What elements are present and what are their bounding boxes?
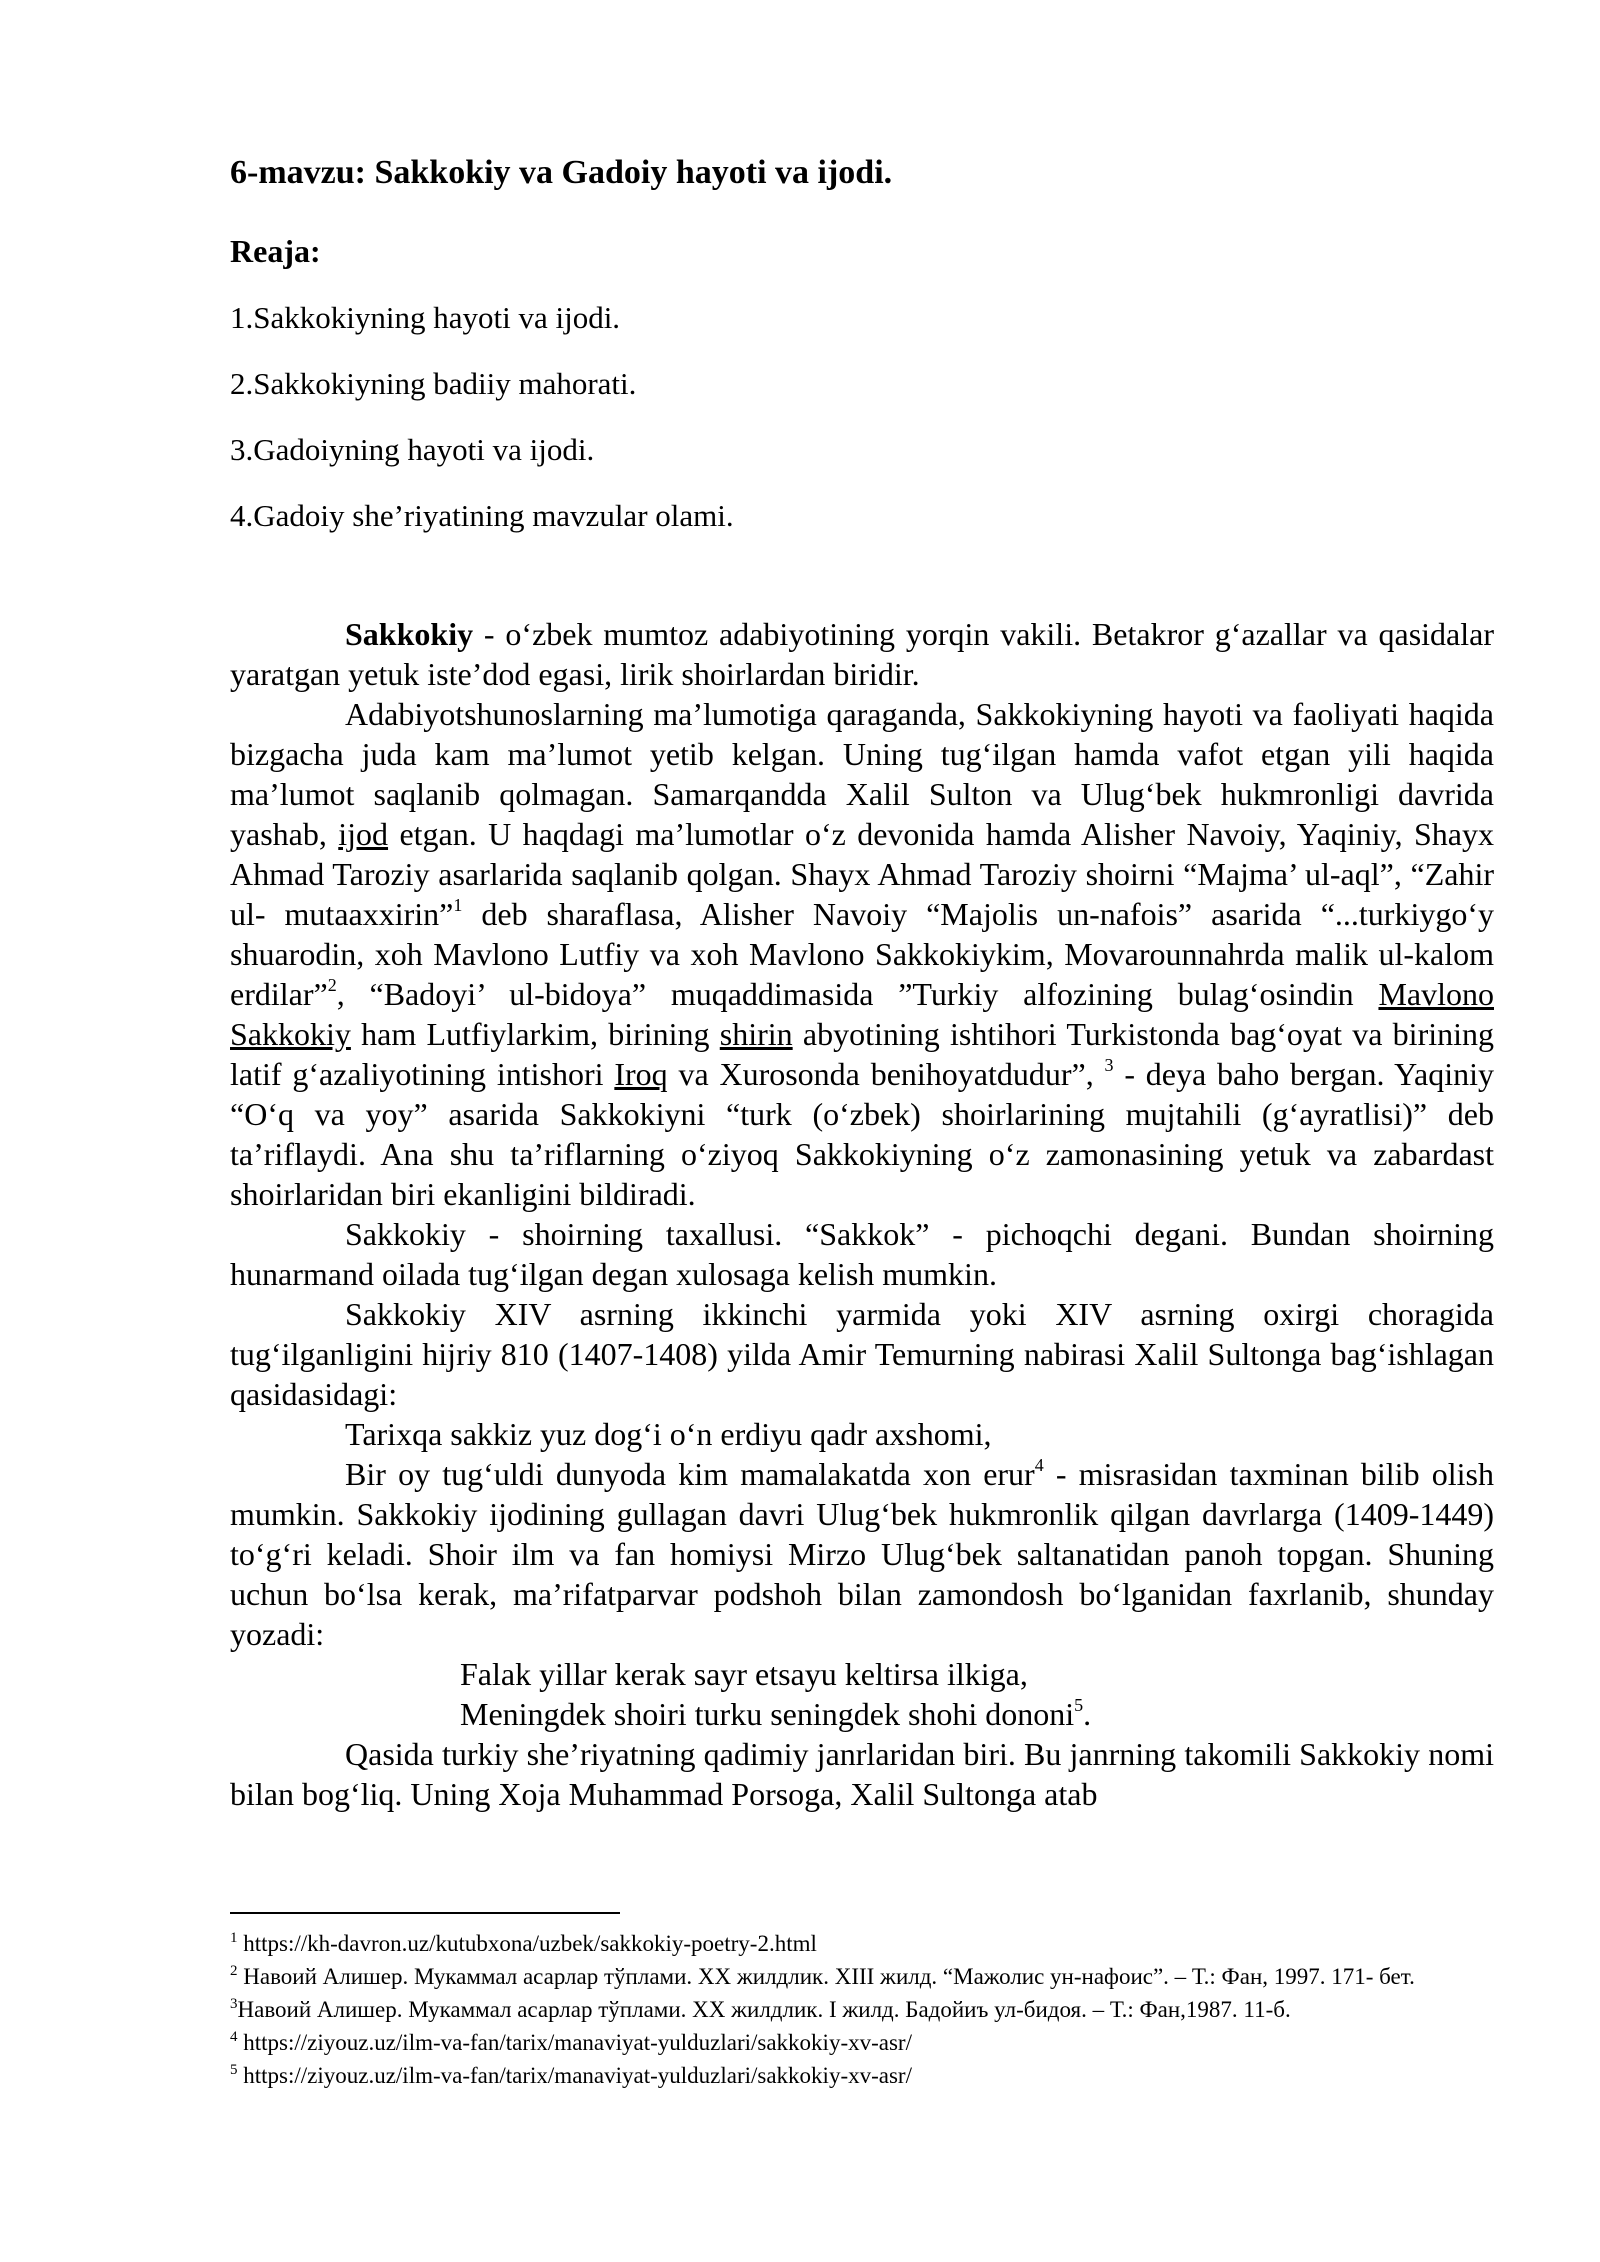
text-run: va Xurosonda benihoyatdudur”, — [667, 1056, 1105, 1092]
document-content — [230, 148, 1494, 1814]
footnote-ref[interactable]: 3 — [1104, 1055, 1114, 1075]
footnote-ref[interactable]: 5 — [1074, 1695, 1084, 1715]
footnote-number: 4 — [230, 2029, 238, 2045]
plan-item: 1.Sakkokiyning hayoti va ijodi. — [230, 300, 621, 335]
footnote — [230, 2027, 1494, 2058]
footnotes — [230, 1928, 1494, 2093]
footnote-text: https://ziyouz.uz/ilm-va-fan/tarix/manaviyat-yulduzlari/sakkokiy-xv-asr/ — [237, 2030, 912, 2055]
text-run: ham Lutfiylarkim, birining — [350, 1016, 720, 1052]
text-run: , “Badoyi’ ul-bidoya” muqaddimasida ”Turkiy alfozining bulag‘osindin — [336, 976, 1379, 1012]
text-run: deb sharaflasa, Alisher Navoiy “Majolis un-nafois” asarida “...turkiygo‘y shuarodin, xoh Mavlono Lutfiy va xoh Mavlono Sakkokiykim, Movarounnahrda malik ul-kalom erdilar” — [230, 896, 1495, 1012]
text-run: - o‘zbek mumtoz adabiyotining yorqin vakili. Betakror g‘azallar va qasidalar yaratgan yetuk iste’dod egasi, lirik shoirlardan biridir. — [230, 616, 1494, 692]
plan-item: 2.Sakkokiyning badiiy mahorati. — [230, 366, 637, 401]
verse-line — [230, 1694, 1494, 1734]
footnote — [230, 1961, 1494, 1992]
plan-item: 3.Gadoiyning hayoti va ijodi. — [230, 432, 595, 467]
underlined-word: ijod — [338, 816, 389, 852]
footnote-ref[interactable]: 4 — [1034, 1455, 1044, 1475]
footnote-text: https://kh-davron.uz/kutubxona/uzbek/sakkokiy-poetry-2.html — [237, 1931, 817, 1956]
footnote-text: Навоий Алишер. Мукаммал асарлар тўплами. XX жилдлик. XIII жилд. “Мажолис ун-нафоис”. – Т.: Фан, 1997. 171- бет. — [237, 1964, 1415, 1989]
text-run: - deya baho bergan. Yaqiniy “O‘q va yoy” asarida Sakkokiyni “turk (o‘zbek) shoirlarining mujtahili (g‘ayratlisi)” deb ta’riflaydi. Ana shu ta’riflarning o‘ziyoq Sakkokiyning o‘z zamonasining yetuk va zabardast shoirlaridan biri ekanligini bildiradi. — [230, 1056, 1495, 1212]
footnote-number: 5 — [230, 2062, 238, 2078]
footnote — [230, 1928, 1494, 1959]
footnote — [230, 2060, 1494, 2091]
paragraph — [230, 694, 1494, 1214]
text-run: abyotining ishtihori Turkistonda bag‘oyat va birining latif g‘azaliyotining intishori — [230, 1016, 1495, 1092]
footnote — [230, 1994, 1494, 2025]
underlined-word: Iroq — [614, 1056, 668, 1092]
footnote-text: Навоий Алишер. Мукаммал асарлар тўплами. XX жилдлик. I жилд. Бадойиъ ул-бидоя. – Т.: Фан,1987. 11-б. — [237, 1997, 1291, 2022]
text-run: Adabiyotshunoslarning ma’lumotiga qaraganda, Sakkokiyning hayoti va faoliyati haqida bizgacha juda kam ma’lumot yetib kelgan. Uning tug‘ilgan hamda vafot etgan yili haqida ma’lumot saqlanib qolmagan. Samarqandda Xalil Sulton va Ulug‘bek hukmronligi davrida yashab, — [230, 696, 1494, 852]
verse-line: Tarixqa sakkiz yuz dog‘i o‘n erdiyu qadr axshomi, — [345, 1416, 992, 1452]
paragraph — [230, 1454, 1494, 1654]
underlined-word: shirin — [719, 1016, 793, 1052]
footnote-text: https://ziyouz.uz/ilm-va-fan/tarix/manaviyat-yulduzlari/sakkokiy-xv-asr/ — [237, 2063, 912, 2088]
footnote-ref[interactable]: 2 — [327, 975, 337, 995]
paragraph: Qasida turkiy she’riyatning qadimiy janrlaridan biri. Bu janrning takomili Sakkokiy nomi bilan bog‘liq. Uning Xoja Muhammad Porsoga, Xalil Sultonga atab — [230, 1736, 1494, 1812]
text-run: etgan. U haqdagi ma’lumotlar o‘z devonida hamda Alisher Navoiy, Yaqiniy, Shayx Ahmad Taroziy asarlarida saqlanib qolgan. Shayx Ahmad Taroziy shoirni “Majma’ ul-aql”, “Zahir ul- mutaaxxirin” — [230, 816, 1495, 932]
text-run: Meningdek shoiri turku seningdek shohi dononi — [460, 1696, 1075, 1732]
text-run: . — [1083, 1696, 1092, 1732]
underlined-word: Sakkokiy — [230, 1016, 351, 1052]
paragraph: Sakkokiy XIV asrning ikkinchi yarmida yoki XIV asrning oxirgi choragida tug‘ilganligini hijriy 810 (1407-1408) yilda Amir Temurning nabirasi Xalil Sultonga bag‘ishlagan qasidasidagi: — [230, 1296, 1494, 1412]
footnote-ref[interactable]: 1 — [453, 895, 463, 915]
underlined-word: Mavlono — [1378, 976, 1494, 1012]
plan-item: 4.Gadoiy she’riyatining mavzular olami. — [230, 498, 734, 533]
plan-heading: Reaja: — [230, 233, 321, 269]
text-run: - misrasidan taxminan bilib olish mumkin. Sakkokiy ijodining gullagan davri Ulug‘bek hukmronlik qilgan davrlarga (1409-1449) to‘g‘ri keladi. Shoir ilm va fan homiysi Mirzo Ulug‘bek saltanatidan panoh topgan. Shuning uchun bo‘lsa kerak, ma’rifatparvar podshoh bilan zamondosh bo‘lganidan faxrlanib, shunday yozadi: — [230, 1456, 1495, 1652]
text-run: Bir oy tug‘uldi dunyoda kim mamalakatda xon erur — [345, 1456, 1035, 1492]
footnote-separator — [230, 1912, 620, 1914]
page-title: 6-mavzu: Sakkokiy va Gadoiy hayoti va ijodi. — [230, 154, 893, 191]
paragraph: Sakkokiy - shoirning taxallusi. “Sakkok” - pichoqchi degani. Bundan shoirning hunarmand oilada tug‘ilgan degan xulosaga kelish mumkin. — [230, 1216, 1494, 1292]
paragraph — [230, 614, 1494, 694]
footnote-number: 3 — [230, 1996, 238, 2012]
verse-line: Falak yillar kerak sayr etsayu keltirsa ilkiga, — [460, 1656, 1028, 1692]
footnote-number: 1 — [230, 1930, 238, 1946]
body-text — [230, 614, 1494, 1814]
footnote-number: 2 — [230, 1963, 238, 1979]
bold-term: Sakkokiy — [345, 616, 474, 652]
